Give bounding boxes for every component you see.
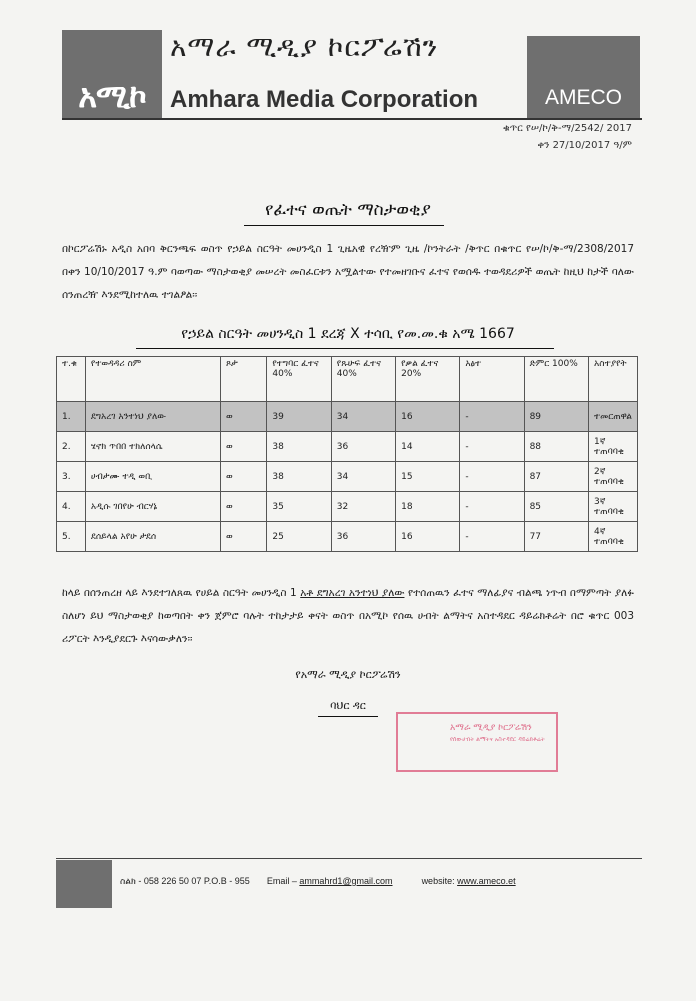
table-cell: 2. [57,432,86,462]
signature-location: ባህር ዳር [330,699,366,712]
table-cell: ደግአረገ አንተነህ ያለው [85,402,220,432]
table-cell: - [460,522,524,552]
table-cell: ሄኖክ ጥበበ ተክለሰላሴ [85,432,220,462]
col-header: የጹሁፍ ፈተና 40% [331,357,395,402]
table-cell: 85 [524,492,588,522]
table-cell: ደሰይላል አየሁ ታደሰ [85,522,220,552]
table-row [57,492,638,522]
table-cell: 88 [524,432,588,462]
footer-website-link[interactable]: www.ameco.et [457,876,516,886]
signature-underline [318,716,378,717]
table-cell: 3. [57,462,86,492]
table-cell: - [460,402,524,432]
table-cell: ሀብታሙ ተዲ ወቢ [85,462,220,492]
table-cell: ወ [220,432,266,462]
table-cell: 39 [267,402,331,432]
table-cell: ወ [220,402,266,432]
footer-email-link[interactable]: ammahrd1@gmail.com [299,876,393,886]
table-row [57,402,638,432]
table-cell: - [460,432,524,462]
col-header: ተ.ቁ [57,357,86,402]
table-cell: 1ኛ ተጠባባቂ [589,432,638,462]
table-cell: አዲሱ ገበየሁ ብርሃኔ [85,492,220,522]
table-cell: 34 [331,402,395,432]
org-name-amharic: አማራ ሚዲያ ኮርፖሬሽን [170,30,439,63]
selected-candidate-name: አቶ ደግአረገ አንተነህ ያለው [300,587,405,599]
table-cell: 87 [524,462,588,492]
table-cell: 36 [331,522,395,552]
logo-text: አሚኮ [78,77,146,115]
reference-number: ቁጥር የሠ/ኮ/ቅ-ማ/2542/ 2017 [502,123,632,134]
col-header: ድምር 100% [524,357,588,402]
table-header-row [57,357,638,402]
table-row [57,462,638,492]
conclusion-text-after: የተሰጠዉን ፈተና ማለፊያና ብልጫ ነጥብ በማምጣት ያለፉ ስለሆነ ይህ ማስታወቂያ ከወጣበት ቀን ጀምሮ ባሉት ተከታታይ ቀናት ወስጥ በአሚኮ የሰዉ ሀብት ልማትና አስተዳደር ዳይሬክቶሬት በሮ ቁጥር 003 ሪፖርት እንዲያደርጉ እናሳውቃለን፡፡ [62,587,634,645]
table-cell: ወ [220,522,266,552]
table-cell: 5. [57,522,86,552]
table-cell: 32 [331,492,395,522]
conclusion-paragraph [62,582,634,651]
footer-email-label: Email – [266,876,297,886]
table-cell: 77 [524,522,588,552]
table-row [57,432,638,462]
stamp-text: አማራ ሚዲያ ኮርፖሬሽን [450,723,532,733]
conclusion-text-before: ከላይ በሰንጠረዘ ላይ እንደተገለጸዉ የሀይል ስርዓት መሀንዲስ 1 [62,587,301,599]
table-cell: 16 [396,522,460,552]
col-header: አፅተ [460,357,524,402]
footer-website-label: website: [421,876,455,886]
table-cell: 16 [396,402,460,432]
document-title: የፈተና ወጤት ማስታወቂያ [265,200,431,220]
col-header: ጾታ [220,357,266,402]
stamp-subtext: የሰውሀብት ልማትና አስተዳደር ዳይሬክቶሬት [450,736,545,743]
ameco-logo [62,30,162,118]
table-cell: 15 [396,462,460,492]
table-cell: 25 [267,522,331,552]
table-row [57,522,638,552]
table-cell: 89 [524,402,588,432]
table-cell: 2ኛ ተጠባባቂ [589,462,638,492]
table-cell: ወ [220,492,266,522]
table-cell: 34 [331,462,395,492]
results-table [56,356,638,552]
table-title: የኃይል ስርዓት መሀንዲስ 1 ደረጃ X ተሳቢ የመ.መ.ቁ አሜ 1667 [181,326,515,342]
col-header: የተግባር ፈተና 40% [267,357,331,402]
document-date: ቀን 27/10/2017 ዓ/ም [537,140,632,151]
footer-logo-block [56,860,112,908]
col-header: የቃል ፈተና 20% [396,357,460,402]
table-cell: 14 [396,432,460,462]
table-cell: 35 [267,492,331,522]
table-cell: ወ [220,462,266,492]
footer-phone: ስልክ - 058 226 50 07 [120,876,202,886]
table-cell: 4ኛ ተጠባባቂ [589,522,638,552]
table-cell: 36 [331,432,395,462]
table-cell: 38 [267,462,331,492]
table-cell: 18 [396,492,460,522]
org-name-english: Amhara Media Corporation [170,86,479,113]
table-cell: - [460,492,524,522]
official-stamp [396,712,558,772]
col-header: የተወዳዳሪ ስም [85,357,220,402]
footer-contact [120,876,516,887]
footer-pobox: P.O.B - 955 [203,876,250,886]
table-cell: 38 [267,432,331,462]
footer-divider [56,858,642,859]
intro-paragraph: በኮርፖሬሽኑ አዲስ አበባ ቅርንጫፍ ወስጥ የኃይል ስርዓት መሀንዲስ 1 ጊዜአዊ የረዥም ጊዜ /ኮንትራት /ቅጥር በቁጥር የሠ/ኮ/ቅ-ማ/2308/2017 በቀን 10/10/2017 ዓ.ም ባወጣው ማስታወቂያ መሠረት መስፈርቱን አሟልተው የተመዘገቡና ፈተና የወሰዱ ተወዳደሪዎች ወጤት ከዚህ ከታች ባለው ሰንጠረዥ እንደሚከተለዉ ተገልፆል፡፡ [62,243,634,301]
brand-badge [527,36,640,118]
table-cell: 1. [57,402,86,432]
table-cell: 4. [57,492,86,522]
col-header: አስተያየት [589,357,638,402]
table-cell: 3ኛ ተጠባባቂ [589,492,638,522]
signature-org: የአማራ ሚዲያ ኮርፖሬሽን [295,668,401,681]
title-underline [244,225,444,226]
table-cell: ተመርጠዋል [589,402,638,432]
header-divider [62,118,642,120]
table-cell: - [460,462,524,492]
table-title-underline [136,348,554,349]
brand-badge-text: AMECO [544,86,622,109]
